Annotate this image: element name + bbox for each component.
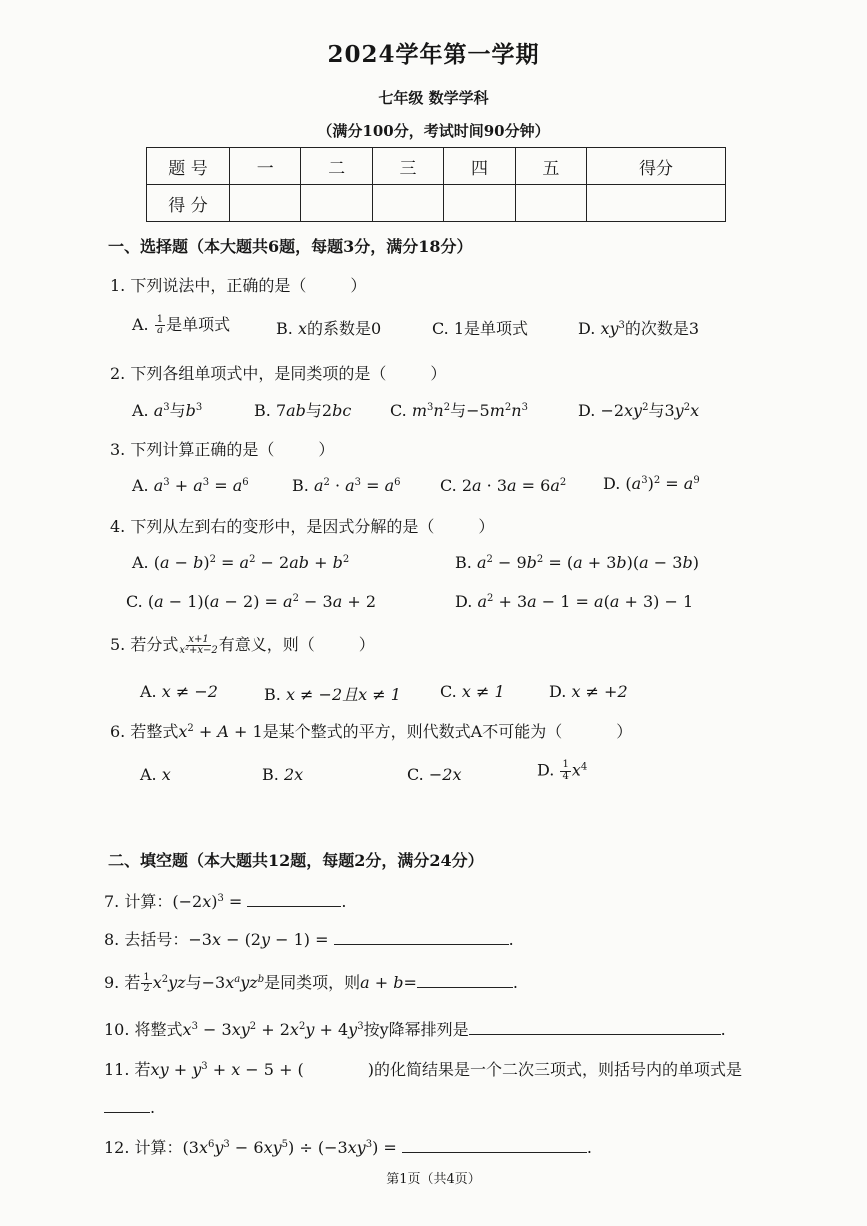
- exam-subtitle: 七年级 数学学科: [378, 89, 489, 107]
- option-label: D.: [578, 319, 596, 338]
- option-text: 是单项式: [166, 315, 231, 334]
- option-label: B.: [276, 319, 293, 338]
- q2-option-c[interactable]: C. $m^3n^2$与$-5m^2n^3$: [390, 401, 528, 420]
- score-cell: 四: [444, 148, 515, 185]
- score-input-cell[interactable]: [444, 185, 515, 222]
- fraction: $\frac{1}{a}$: [156, 313, 164, 336]
- score-cell: 题 号: [147, 148, 230, 185]
- q5-option-a[interactable]: A. x ≠ −2: [140, 682, 218, 701]
- option-text: 1是单项式: [453, 319, 529, 338]
- q6-option-a[interactable]: A. x: [140, 765, 171, 784]
- answer-blank[interactable]: [417, 973, 513, 988]
- section-heading-choice: 一、选择题（本大题共6题，每题3分，满分18分）: [108, 237, 473, 256]
- q5-option-d[interactable]: D. x ≠ +2: [549, 682, 628, 701]
- option-text: 的次数是3: [624, 319, 700, 338]
- question-11-answer-line: .: [104, 1098, 155, 1117]
- score-table-header-row: [147, 148, 726, 185]
- fraction: $\frac{x+1}{\text{x²+x−2}}$: [179, 633, 218, 656]
- option-label: C.: [432, 319, 449, 338]
- page-footer: 第1页（共4页）: [386, 1172, 481, 1187]
- score-table: [146, 147, 726, 222]
- q2-option-b[interactable]: B. 7ab与2bc: [254, 401, 352, 420]
- answer-blank[interactable]: [334, 930, 509, 945]
- question-7: 7. 计算：$(-2x)^3$ = .: [104, 892, 347, 911]
- q6-option-b[interactable]: B. 2x: [262, 765, 304, 784]
- q4-option-c[interactable]: C. $(a - 1)(a - 2) = a^2 - 3a + 2$: [126, 592, 377, 611]
- score-input-cell[interactable]: [515, 185, 586, 222]
- question-10: 10. 将整式$x^3 - 3xy^2 + 2x^2y + 4y^3$按y降幂排列是 .: [104, 1020, 726, 1039]
- answer-blank[interactable]: [247, 892, 341, 907]
- question-8: 8. 去括号：−3x − (2y − 1) = .: [104, 930, 514, 949]
- exam-title: 2024学年第一学期: [327, 41, 540, 68]
- answer-blank[interactable]: [469, 1020, 721, 1035]
- score-cell: 五: [515, 148, 586, 185]
- score-table-score-row: [147, 185, 726, 222]
- question-text: ）: [350, 276, 367, 295]
- option-text: 的系数是0: [306, 319, 382, 338]
- question-11: 11. 若xy + $y^3 + x - 5$ + ( )的化简结果是一个二次三项式，则括号内的单项式是: [104, 1060, 743, 1079]
- question-6-stem: 6. 若整式$x^2 + A + 1$是某个整式的平方，则代数式A不可能为（ ）: [110, 722, 633, 741]
- score-cell: 一: [230, 148, 301, 185]
- q5-option-b[interactable]: B. x ≠ −2且x ≠ 1: [264, 685, 401, 704]
- q5-option-c[interactable]: C. x ≠ 1: [440, 682, 505, 701]
- score-input-cell[interactable]: [230, 185, 301, 222]
- q1-option-a[interactable]: [132, 312, 230, 337]
- score-input-cell[interactable]: [587, 185, 726, 222]
- q3-option-b[interactable]: B. $a^2 \cdot a^3 = a^6$: [292, 476, 401, 495]
- section-heading-fill: 二、填空题（本大题共12题，每题2分，满分24分）: [108, 851, 484, 870]
- question-2-stem: 2. 下列各组单项式中，是同类项的是（ ）: [110, 364, 447, 383]
- question-12: 12. 计算：$(3x^6y^3 - 6xy^5) \div (-3xy^3)$ = .: [104, 1138, 593, 1157]
- question-1-stem: [110, 273, 366, 296]
- q6-option-c[interactable]: C. −2x: [407, 765, 462, 784]
- score-cell: 得 分: [147, 185, 230, 222]
- q1-option-b[interactable]: [276, 316, 381, 339]
- q4-option-b[interactable]: B. $a^2 - 9b^2 = (a + 3b)(a - 3b)$: [455, 553, 699, 572]
- answer-blank[interactable]: [104, 1098, 150, 1113]
- q2-option-a[interactable]: A. $a^3$与$b^3$: [132, 401, 203, 420]
- score-cell: 二: [301, 148, 372, 185]
- score-input-cell[interactable]: [301, 185, 372, 222]
- q1-option-c[interactable]: [432, 316, 528, 339]
- option-label: A.: [132, 315, 149, 334]
- q1-option-d[interactable]: D. $xy^3$的次数是3: [578, 319, 700, 338]
- question-text: 1. 下列说法中，正确的是（: [110, 276, 307, 295]
- q2-option-d[interactable]: D. $-2xy^2$与$3y^2x$: [578, 401, 700, 420]
- question-9: 9. 若 $\frac{1}{2}$ $x^2yz$与$-3x^ayz^b$是同类项，则a + b= .: [104, 971, 518, 994]
- score-input-cell[interactable]: [372, 185, 443, 222]
- q4-option-d[interactable]: D. $a^2 + 3a - 1 = a(a + 3) - 1$: [455, 592, 694, 611]
- score-cell: 得分: [587, 148, 726, 185]
- q3-option-a[interactable]: A. $a^3 + a^3 = a^6$: [132, 476, 249, 495]
- score-cell: 三: [372, 148, 443, 185]
- math-var: xy: [600, 319, 619, 338]
- answer-blank[interactable]: [402, 1138, 587, 1153]
- q4-option-a[interactable]: A. $(a - b)^2 = a^2 - 2ab + b^2$: [132, 553, 350, 572]
- question-5-stem: 5. 若分式 $\frac{x+1}{\text{x²+x−2}}$ 有意义，则（ ）: [110, 633, 375, 656]
- question-3-stem: 3. 下列计算正确的是（ ）: [110, 440, 335, 459]
- q3-option-c[interactable]: C. $2a \cdot 3a = 6a^2$: [440, 476, 567, 495]
- q3-option-d[interactable]: D. $(a^3)^2 = a^9$: [603, 474, 700, 493]
- exam-note: （满分100分，考试时间90分钟）: [317, 122, 550, 140]
- math-var: x: [297, 319, 307, 338]
- question-4-stem: 4. 下列从左到右的变形中，是因式分解的是（ ）: [110, 517, 495, 536]
- q6-option-d[interactable]: D. $\frac{1}{4}$ $x^4$: [537, 759, 588, 782]
